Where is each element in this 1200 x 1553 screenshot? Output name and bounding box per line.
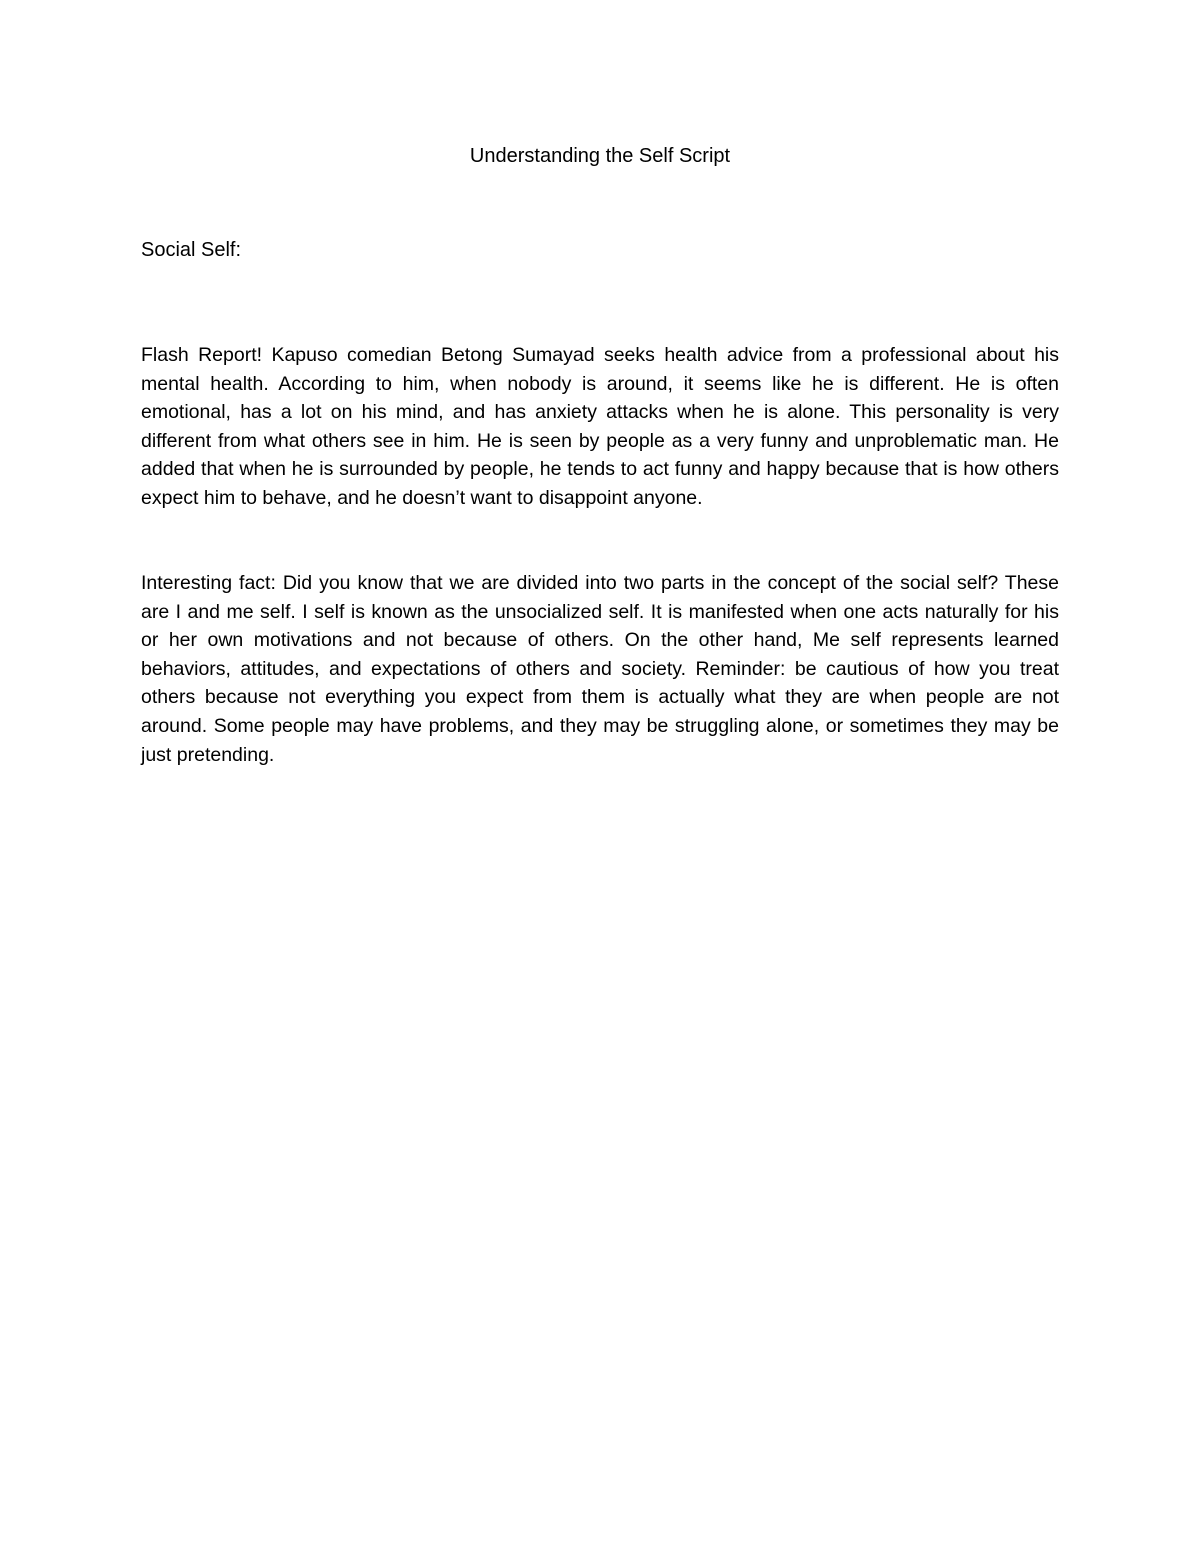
paragraph-interesting-fact: Interesting fact: Did you know that we are divided into two parts in the concept of the social self? These are I and me self. I self is known as the unsocialized self. It is manifested when one acts naturally for his or her own motivations and not because of others. On the other hand, Me self represents learned behaviors, attitudes, and expectations of others and society. Reminder: be cautious of how you treat others because not everything you expect from them is actually what they are when people are not around. Some people may have problems, and they may be struggling alone, or sometimes they may be just pretending. [141,572,1059,766]
section-heading: Social Self: [141,239,242,261]
document-title: Understanding the Self Script [469,145,731,167]
paragraph-flash-report: Flash Report! Kapuso comedian Betong Sumayad seeks health advice from a professional about his mental health. According to him, when nobody is around, it seems like he is different. He is often emotional, has a lot on his mind, and has anxiety attacks when he is alone. This personality is very different from what others see in him. He is seen by people as a very funny and unproblematic man. He added that when he is surrounded by people, he tends to act funny and happy because that is how others expect him to behave, and he doesn’t want to disappoint anyone. [141,344,1059,509]
